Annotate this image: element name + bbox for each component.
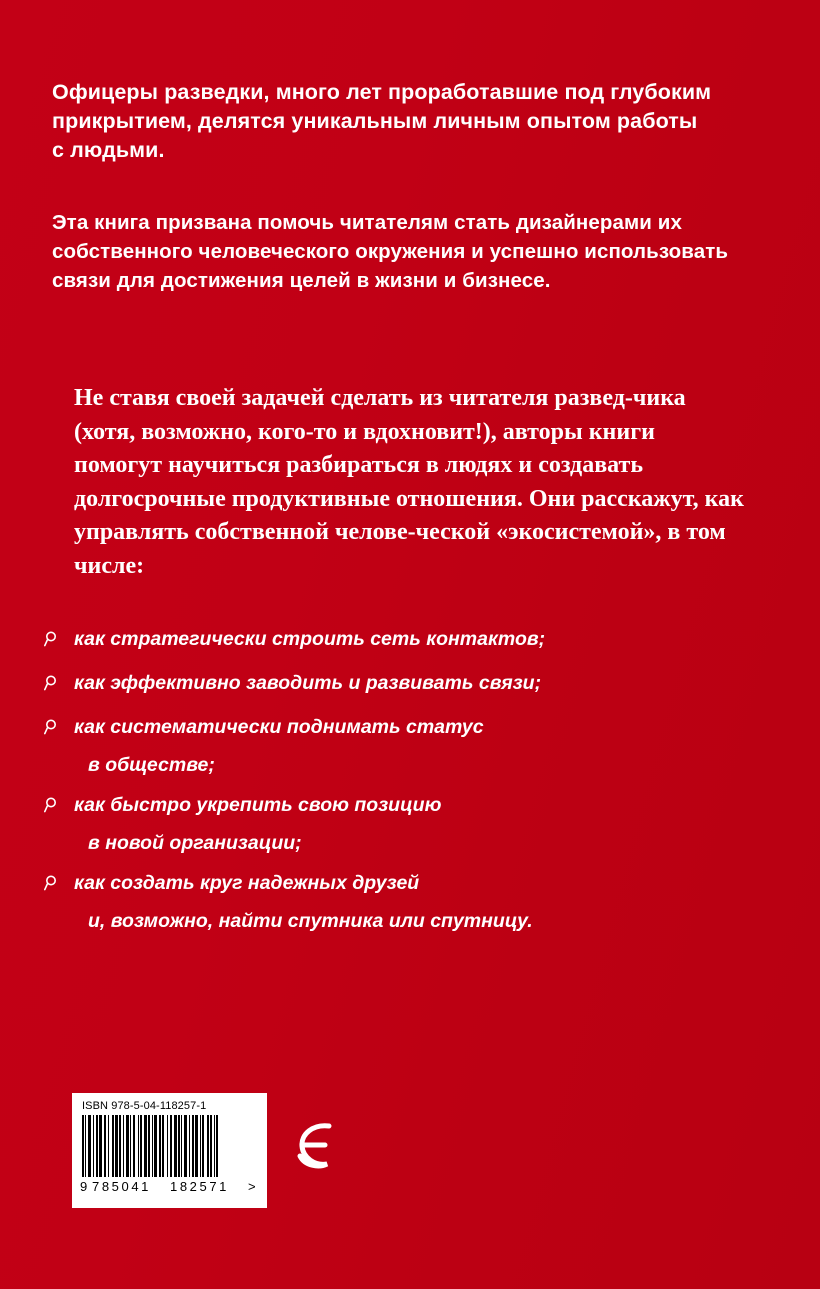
- list-item-label: как эффективно заводить и развивать связи;: [74, 672, 542, 694]
- eksmo-logo-icon: [295, 1120, 341, 1176]
- magnifier-icon: [44, 796, 62, 814]
- isbn-label: ISBN 978-5-04-118257-1: [82, 1100, 207, 1112]
- list-item: [40, 714, 760, 779]
- list-item: [40, 670, 760, 701]
- blurb-paragraph-1: Офицеры разведки, много лет проработавшие под глубоким прикрытием, делятся уникальным личным опытом работы с людьми.: [52, 80, 712, 162]
- blurb-paragraph-3: Не ставя своей задачей сделать из читателя развед-чика (хотя, возможно, кого-то и вдохновит!), авторы книги помогут научиться разбираться в людях и создавать долгосрочные продуктивные отношения. Они расскажут, как управлять собственной челове-ческой «экосистемой», в том числе:: [74, 385, 744, 579]
- ean-tail-symbol: >: [248, 1179, 257, 1194]
- barcode-bars: [82, 1115, 259, 1177]
- list-item-label: как систематически поднимать статус: [74, 716, 484, 738]
- list-item-label: как быстро укрепить свою позицию: [74, 794, 442, 816]
- list-item: [40, 626, 760, 657]
- list-item-label: как стратегически строить сеть контактов;: [74, 628, 546, 650]
- ean-left-digits: 785041: [92, 1179, 151, 1194]
- list-item: [40, 792, 760, 857]
- magnifier-icon: [44, 674, 62, 692]
- ean-lead-digit: 9: [80, 1179, 89, 1194]
- feature-list: [40, 626, 760, 948]
- magnifier-icon: [44, 874, 62, 892]
- ean-digits: [80, 1179, 259, 1194]
- list-item-label-continued: в обществе;: [88, 754, 215, 776]
- list-item-label-continued: и, возможно, найти спутника или спутницу.: [88, 910, 533, 932]
- ean-right-digits: 182571: [170, 1179, 229, 1194]
- list-item: [40, 870, 760, 935]
- blurb-paragraph-2: Эта книга призвана помочь читателям стать дизайнерами их собственного человеческого окружения и успешно использовать связи для достижения целей в жизни и бизнесе.: [52, 211, 729, 292]
- magnifier-icon: [44, 718, 62, 736]
- list-item-label-continued: в новой организации;: [88, 832, 302, 854]
- list-item-label: как создать круг надежных друзей: [74, 872, 420, 894]
- barcode: [72, 1093, 267, 1208]
- magnifier-icon: [44, 630, 62, 648]
